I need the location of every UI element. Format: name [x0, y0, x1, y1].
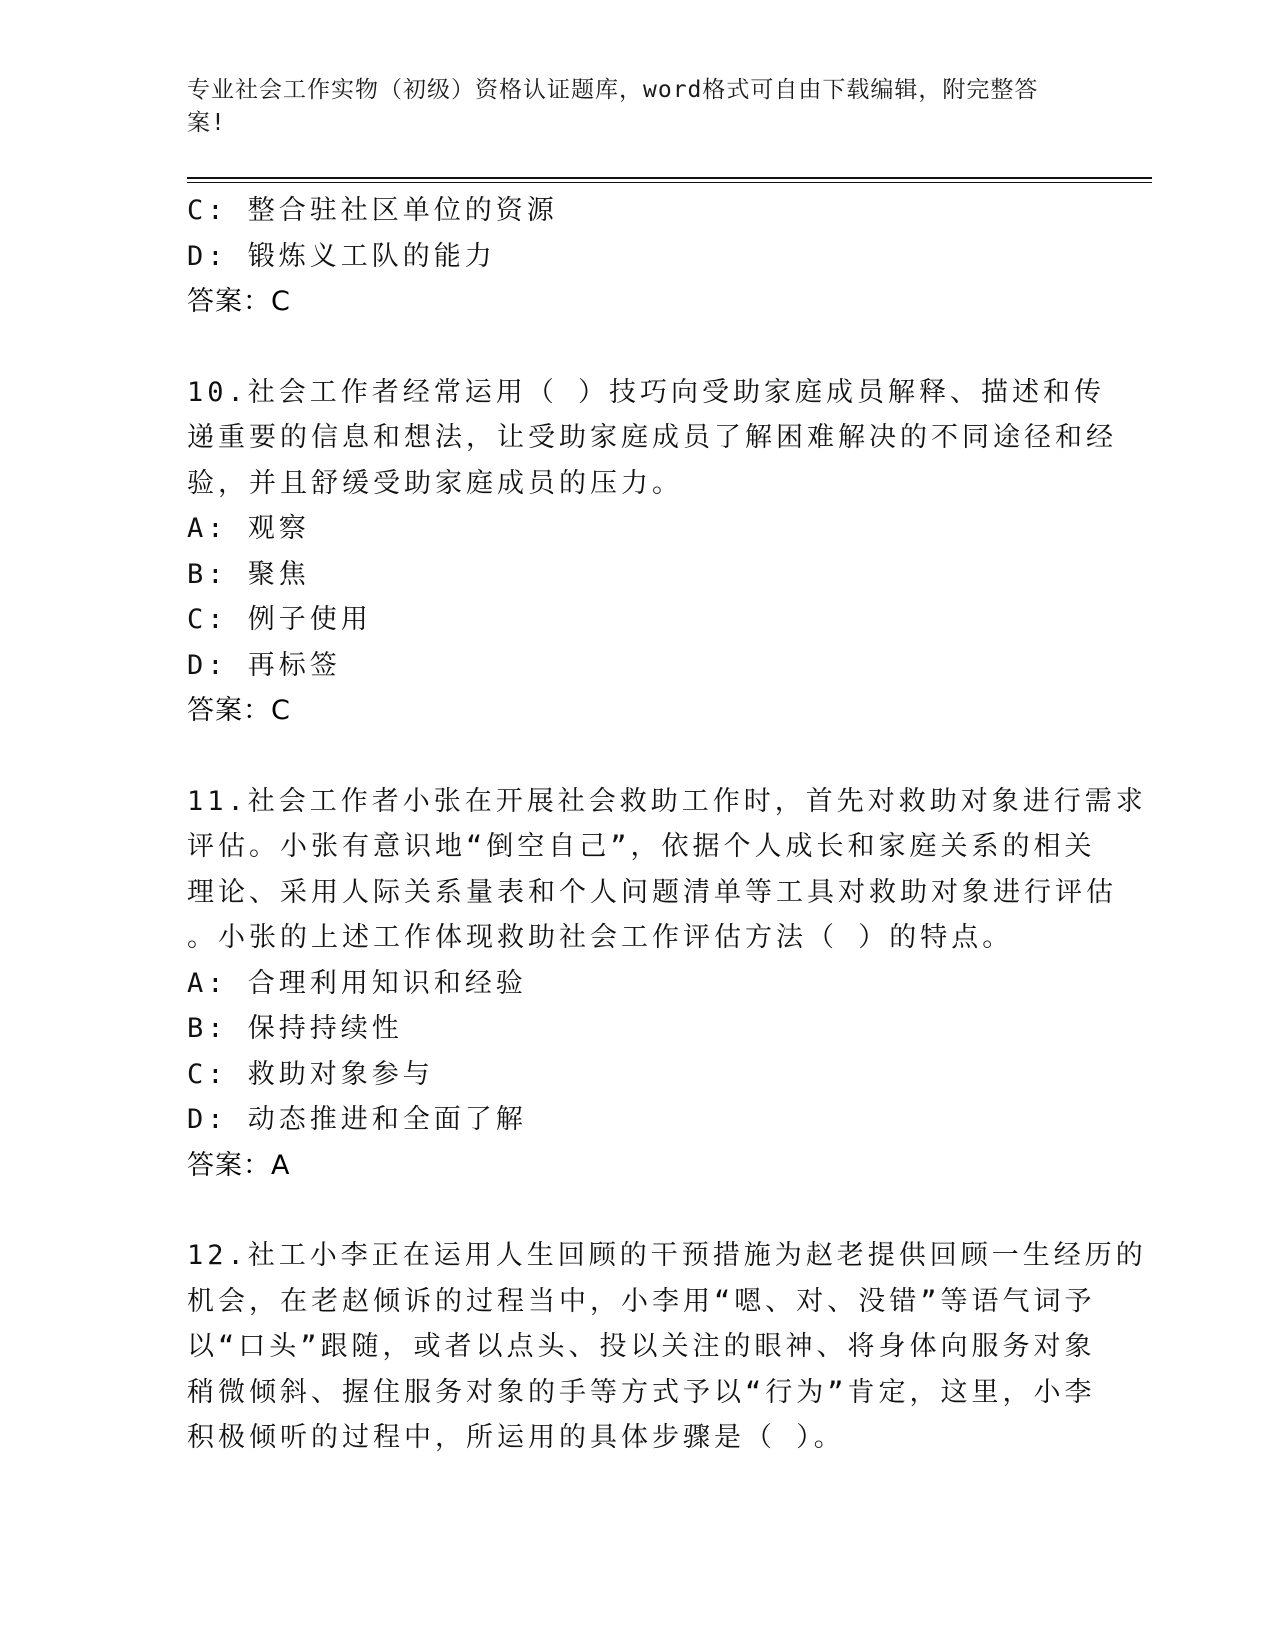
option-c: C: 整合驻社区单位的资源	[187, 195, 558, 226]
question-stem-line: 验，并且舒缓受助家庭成员的压力。	[187, 467, 683, 499]
question-12	[187, 1233, 1147, 1461]
question-stem-line: 10.社会工作者经常运用（ ）技巧向受助家庭成员解释、描述和传	[187, 376, 1106, 408]
question-stem-line: 12.社工小李正在运用人生回顾的干预措施为赵老提供回顾一生经历的	[187, 1240, 1147, 1271]
option-b: B: 保持持续性	[187, 1013, 403, 1044]
question-stem-line: 11.社会工作者小张在开展社会救助工作时，首先对救助对象进行需求	[187, 785, 1147, 817]
header-line: 案!	[187, 110, 226, 136]
spacer	[187, 325, 1087, 370]
question-stem-line: 积极倾听的过程中，所运用的具体步骤是（ ）。	[187, 1422, 845, 1453]
spacer	[187, 1188, 1087, 1233]
header-divider-thin	[187, 182, 1152, 183]
option-d: D: 再标签	[187, 649, 341, 681]
answer-line: 答案：C	[187, 286, 291, 317]
question-stem-line: 稍微倾斜、握住服务对象的手等方式予以“行为”肯定，这里，小李	[187, 1376, 1096, 1408]
option-d: D: 动态推进和全面了解	[187, 1104, 527, 1135]
question-11	[187, 779, 1147, 1189]
question-10	[187, 370, 1117, 734]
question-stem-line: 机会，在老赵倾诉的过程当中，小李用“嗯、对、没错”等语气词予	[187, 1285, 1096, 1317]
option-b: B: 聚焦	[187, 558, 310, 590]
spacer	[187, 734, 1087, 779]
question-stem-line: 理论、采用人际关系量表和个人问题清单等工具对救助对象进行评估	[187, 876, 1117, 908]
document-body	[187, 188, 1147, 1461]
answer-line: 答案：A	[187, 1149, 291, 1181]
answer-line: 答案：C	[187, 695, 291, 726]
option-d: D: 锻炼义工队的能力	[187, 240, 496, 272]
option-a: A: 观察	[187, 513, 310, 544]
header-divider-thick	[187, 177, 1152, 179]
option-c: C: 例子使用	[187, 604, 372, 635]
question-stem-line: 递重要的信息和想法，让受助家庭成员了解困难解决的不同途径和经	[187, 422, 1117, 453]
header-line: 专业社会工作实物（初级）资格认证题库，word格式可自由下载编辑，附完整答	[187, 77, 1039, 103]
question-stem-line: 以“口头”跟随，或者以点头、投以关注的眼神、将身体向服务对象	[187, 1331, 1096, 1362]
question-fragment	[187, 188, 1087, 325]
question-stem-line: 评估。小张有意识地“倒空自己”，依据个人成长和家庭关系的相关	[187, 831, 1096, 862]
option-c: C: 救助对象参与	[187, 1058, 434, 1090]
question-stem-line: 。小张的上述工作体现救助社会工作评估方法（ ）的特点。	[187, 922, 1014, 953]
page-header	[187, 74, 1067, 140]
option-a: A: 合理利用知识和经验	[187, 967, 527, 999]
